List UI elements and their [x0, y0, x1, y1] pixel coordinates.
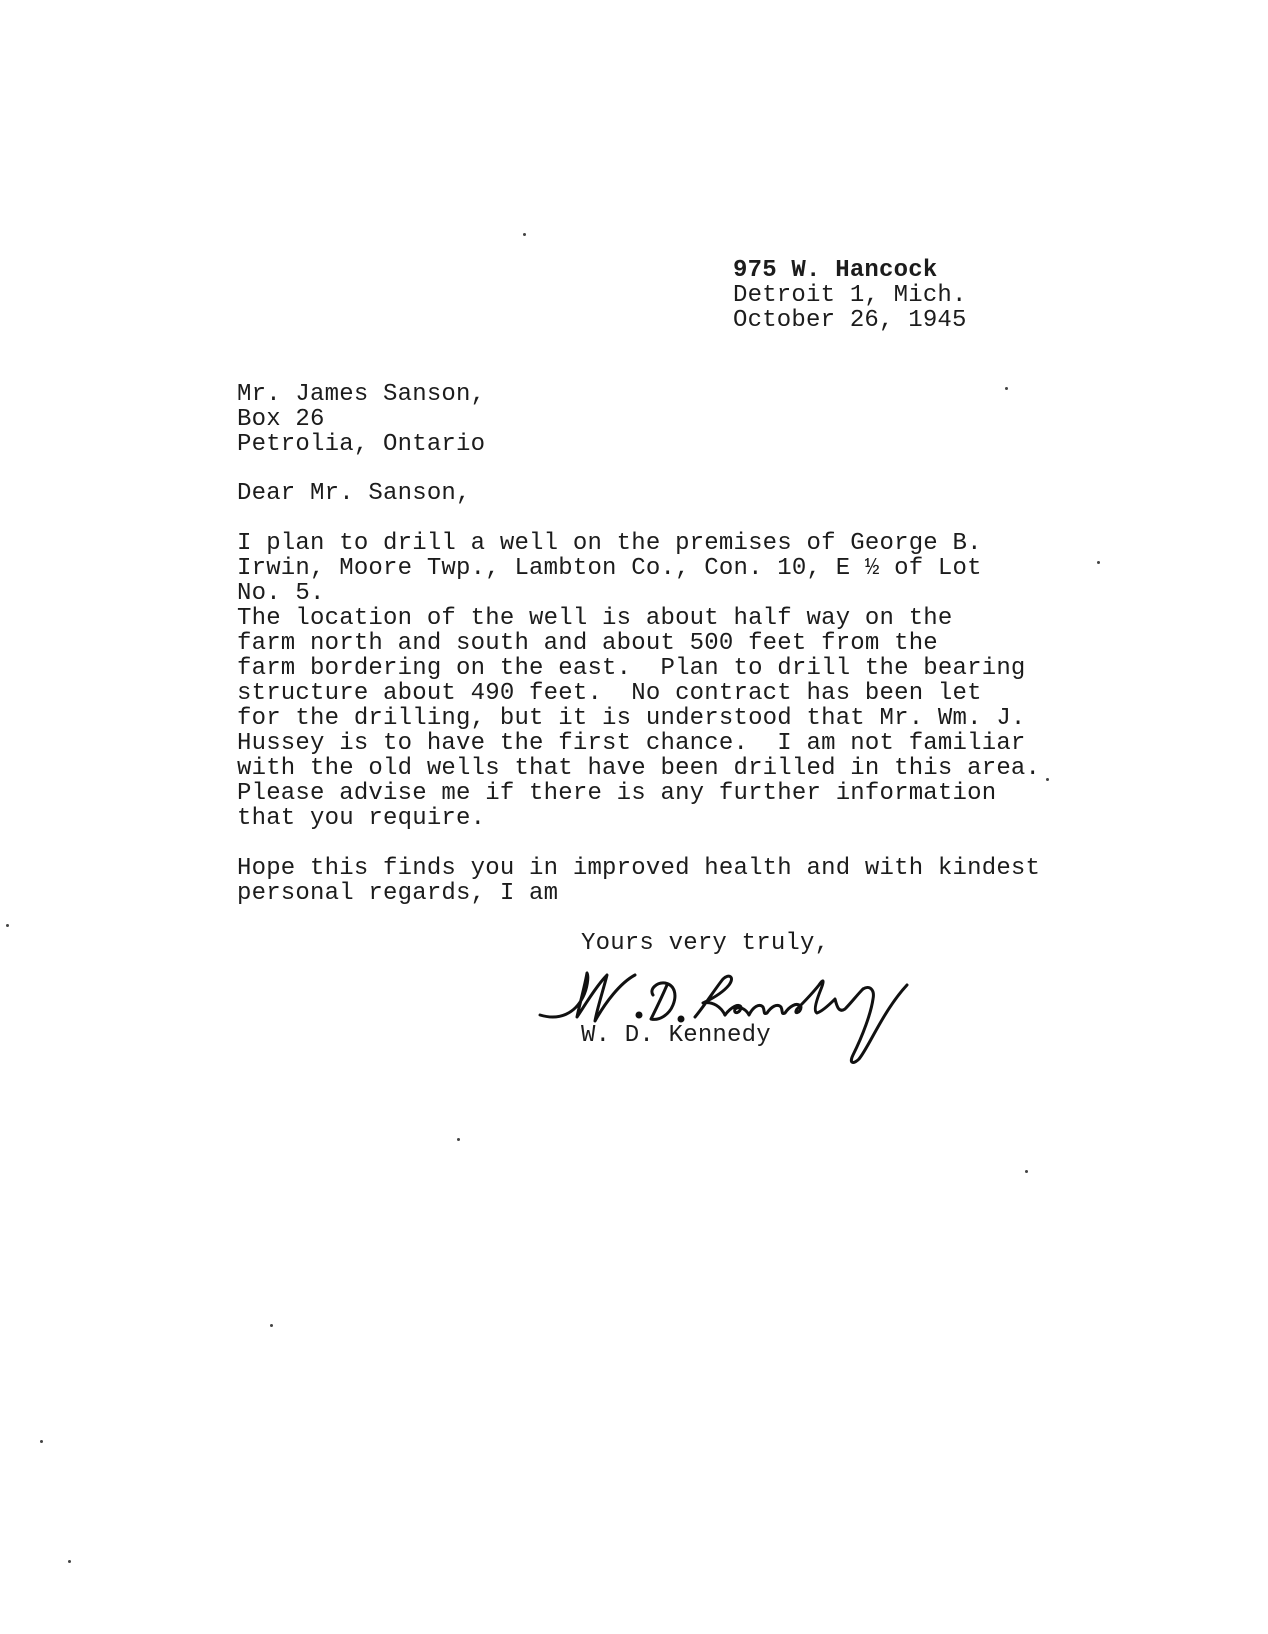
paper-speck: [1025, 1170, 1028, 1173]
body-line: Irwin, Moore Twp., Lambton Co., Con. 10, E ½ of Lot: [237, 555, 982, 582]
body-line: I plan to drill a well on the premises of George B.: [237, 530, 982, 557]
salutation: Dear Mr. Sanson,: [237, 480, 471, 507]
body-line: that you require.: [237, 805, 486, 832]
body-line: personal regards, I am: [237, 880, 559, 907]
paper-speck: [270, 1324, 273, 1327]
sender-city: Detroit 1, Mich.: [733, 282, 967, 309]
body-line: Please advise me if there is any further information: [237, 780, 997, 807]
recipient-name: Mr. James Sanson,: [237, 381, 486, 408]
paper-speck: [40, 1440, 43, 1443]
handwritten-signature: [535, 955, 975, 1075]
paper-speck: [457, 1138, 460, 1141]
body-line: The location of the well is about half way on the: [237, 605, 953, 632]
recipient-box: Box 26: [237, 406, 325, 433]
letter-date: October 26, 1945: [733, 307, 967, 334]
paper-speck: [523, 233, 526, 236]
paper-speck: [1097, 561, 1100, 564]
sender-street: 975 W. Hancock: [733, 257, 938, 284]
closing: Yours very truly,: [581, 930, 830, 957]
body-line: for the drilling, but it is understood that Mr. Wm. J.: [237, 705, 1026, 732]
body-line: farm north and south and about 500 feet from the: [237, 630, 938, 657]
body-line: Hussey is to have the first chance. I am not familiar: [237, 730, 1026, 757]
body-line: Hope this finds you in improved health and with kindest: [237, 855, 1041, 882]
body-line: structure about 490 feet. No contract has been let: [237, 680, 982, 707]
body-line: No. 5.: [237, 580, 325, 607]
paper-speck: [68, 1560, 71, 1563]
body-line: farm bordering on the east. Plan to drill the bearing: [237, 655, 1026, 682]
typed-signature-name: W. D. Kennedy: [581, 1022, 771, 1049]
paper-speck: [1046, 778, 1049, 781]
paper-speck: [1005, 387, 1008, 390]
paper-speck: [6, 924, 9, 927]
recipient-city: Petrolia, Ontario: [237, 431, 486, 458]
body-line: with the old wells that have been drilled in this area.: [237, 755, 1041, 782]
